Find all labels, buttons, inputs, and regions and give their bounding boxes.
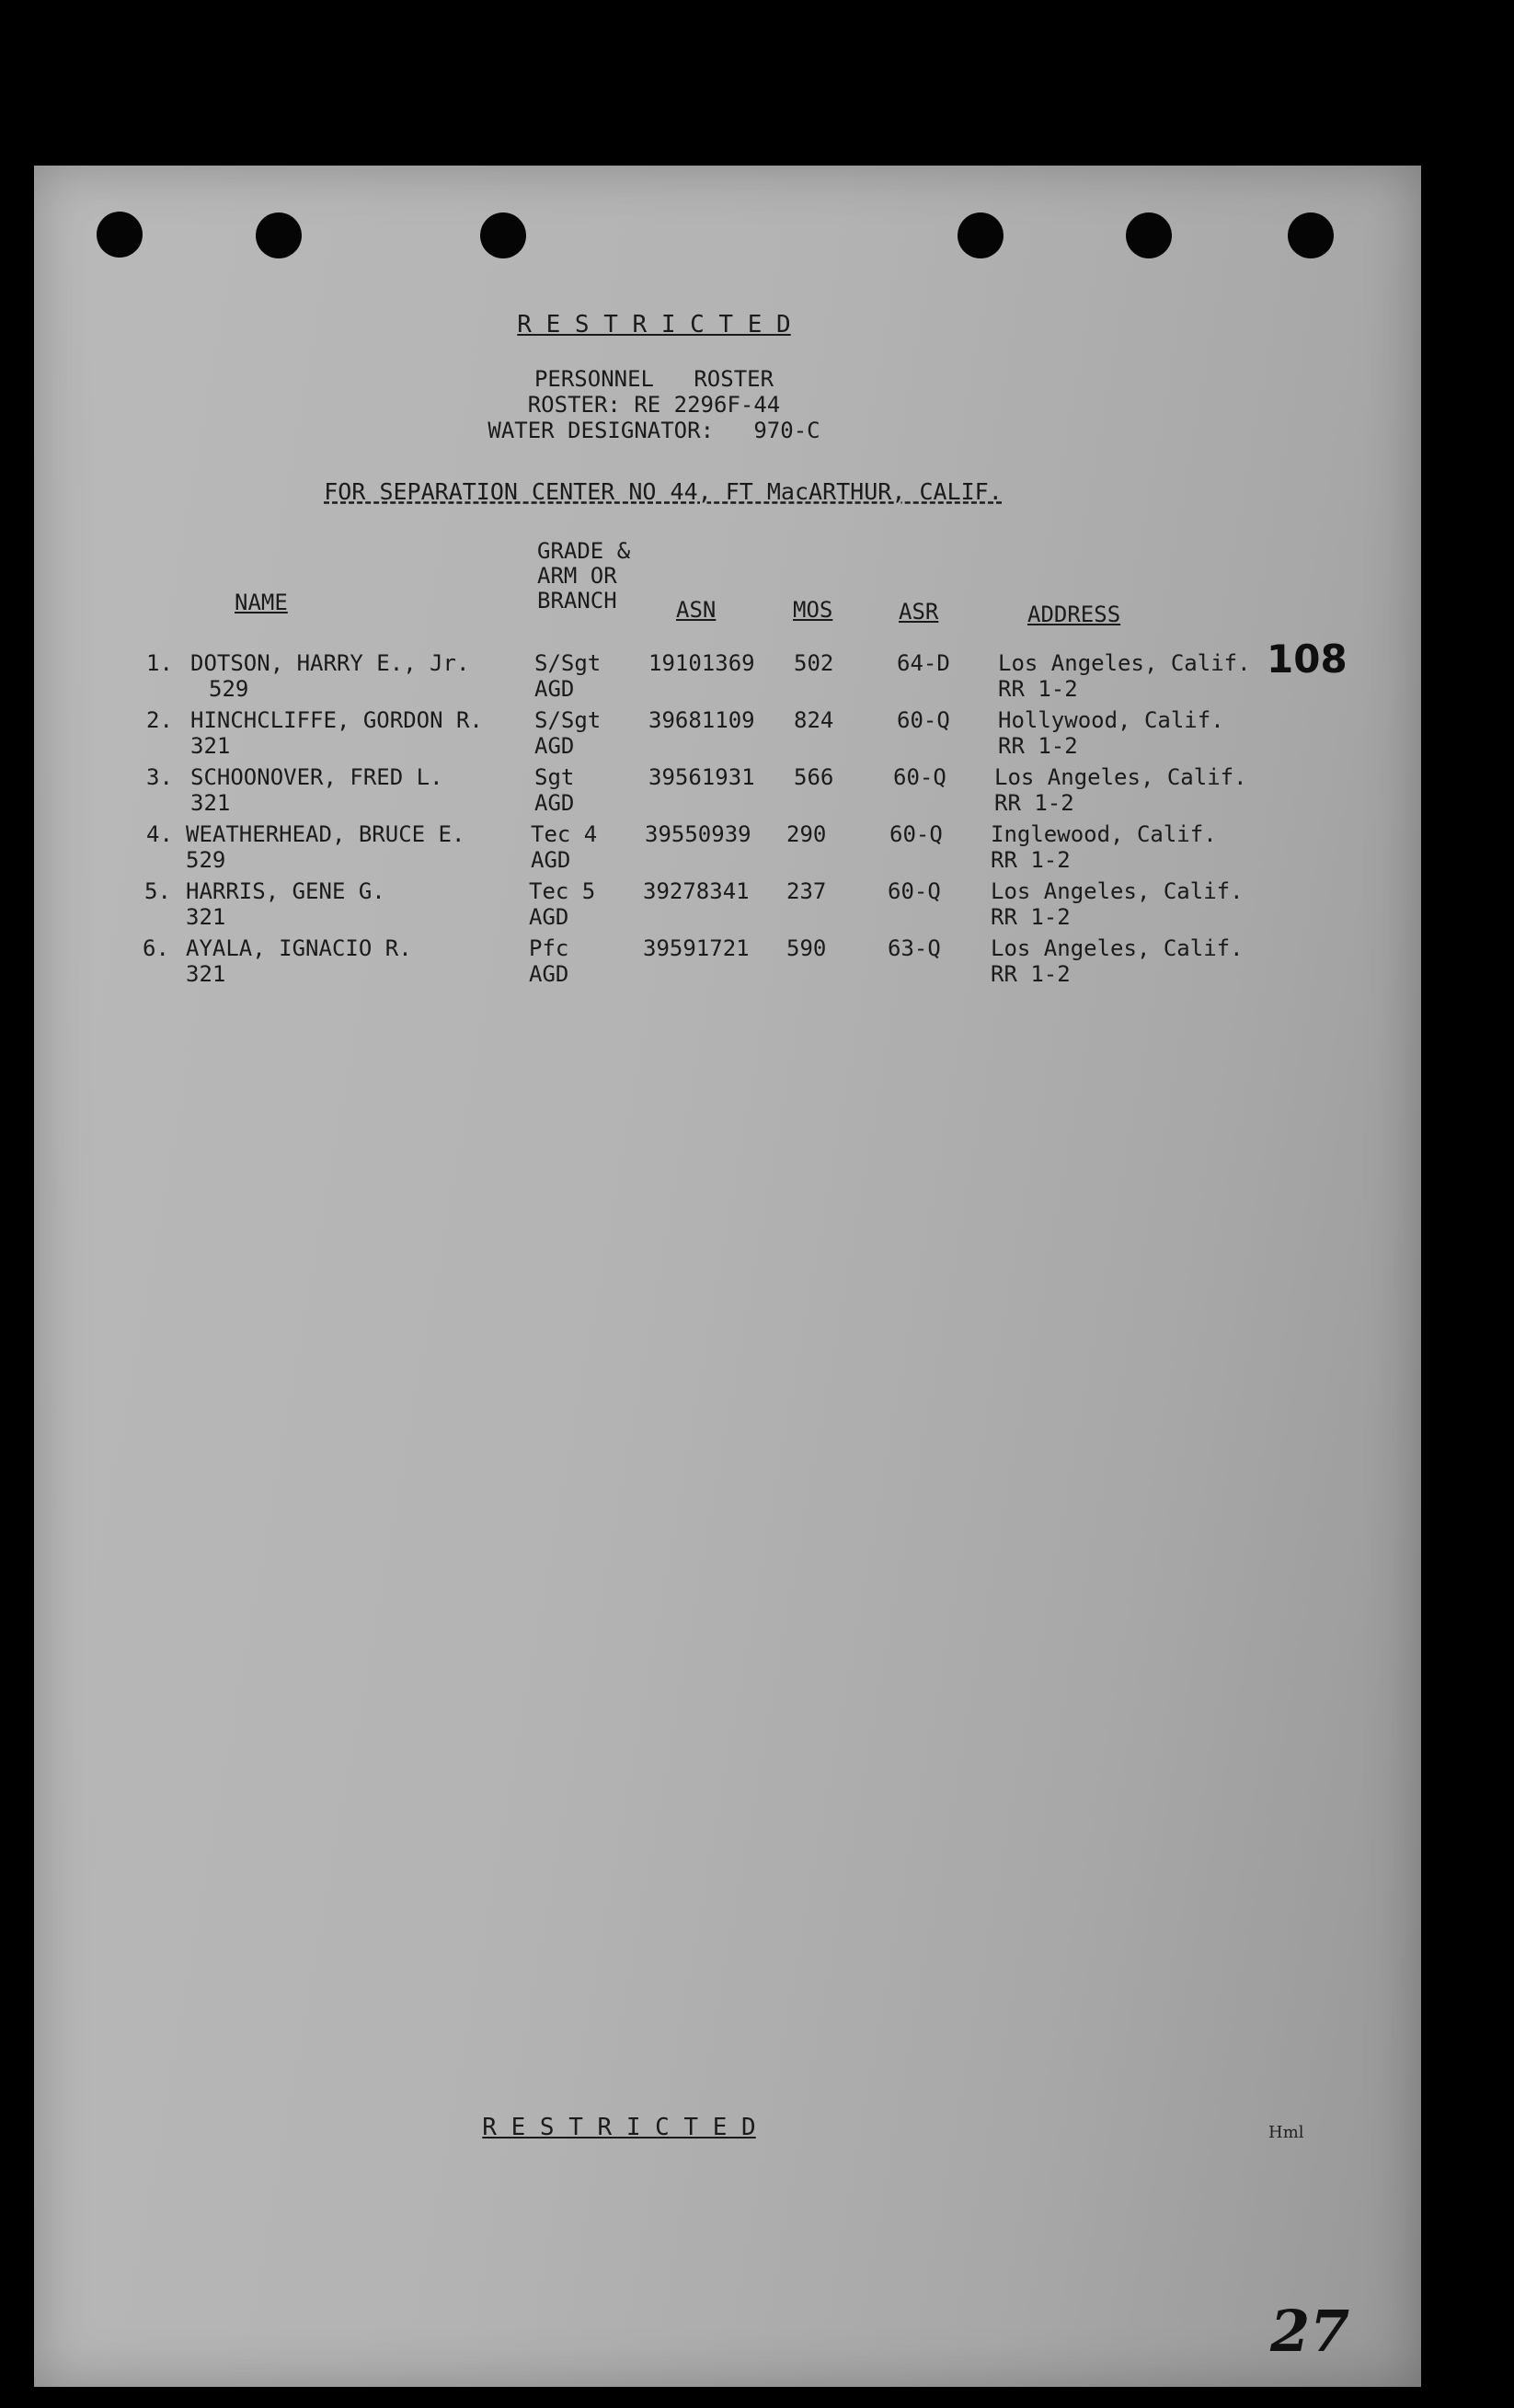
stamped-number: 108 [1267,636,1348,682]
punch-hole [480,212,526,258]
row-grade: Pfc [529,935,569,961]
row-asn: 19101369 [648,650,755,676]
row-asn: 39278341 [643,878,750,904]
row-address: Los Angeles, Calif. [991,878,1244,904]
row-asn: 39550939 [645,821,751,847]
row-code: 321 [190,790,231,816]
row-rr: RR 1-2 [991,904,1071,930]
row-asr: 60-Q [888,878,941,904]
row-rr: RR 1-2 [998,676,1078,702]
row-address: Los Angeles, Calif. [998,650,1251,676]
row-branch: AGD [531,847,571,873]
row-mos: 824 [794,707,834,733]
row-number: 4. [146,821,173,847]
classification-bottom: R E S T R I C T E D [482,2114,756,2141]
punch-hole [256,212,302,258]
column-header-asn: ASN [676,597,717,623]
row-mos: 590 [786,935,827,961]
row-number: 1. [146,650,173,676]
destination-line: FOR SEPARATION CENTER NO 44, FT MacARTHUR, CALIF. [324,478,1003,505]
classification-top: R E S T R I C T E D [517,311,791,338]
row-asr: 60-Q [893,764,946,790]
row-branch: AGD [534,676,575,702]
row-rr: RR 1-2 [994,790,1074,816]
row-rr: RR 1-2 [991,847,1071,873]
row-rr: RR 1-2 [991,961,1071,987]
row-mos: 566 [794,764,834,790]
row-branch: AGD [529,904,569,930]
punch-hole [1288,212,1334,258]
column-header-mos: MOS [793,597,833,623]
row-mos: 237 [786,878,827,904]
column-header-address: ADDRESS [1027,602,1121,627]
row-name: HINCHCLIFFE, GORDON R. [190,707,483,733]
row-code: 529 [209,676,249,702]
table-row [34,650,1421,707]
row-mos: 290 [786,821,827,847]
table-row [34,707,1421,764]
row-code: 321 [190,733,231,759]
row-branch: AGD [534,790,575,816]
roster-title: PERSONNEL ROSTER [533,366,774,392]
column-header-name: NAME [235,590,288,615]
table-row [34,935,1421,992]
row-asr: 63-Q [888,935,941,961]
row-grade: S/Sgt [534,707,602,733]
row-code: 321 [186,904,226,930]
column-header-asr: ASR [899,599,939,625]
row-name: WEATHERHEAD, BRUCE E. [186,821,465,847]
row-asn: 39561931 [648,764,755,790]
handwritten-page-number: 27 [1270,2298,1350,2365]
row-asr: 60-Q [889,821,943,847]
row-address: Hollywood, Calif. [998,707,1224,733]
row-address: Los Angeles, Calif. [994,764,1247,790]
row-grade: Tec 4 [531,821,598,847]
punch-hole [1126,212,1172,258]
punch-hole [97,212,143,258]
row-code: 321 [186,961,226,987]
row-name: AYALA, IGNACIO R. [186,935,412,961]
roster-number: ROSTER: RE 2296F-44 [527,392,781,418]
row-name: SCHOONOVER, FRED L. [190,764,443,790]
row-code: 529 [186,847,226,873]
document-page [34,166,1421,2387]
handwritten-initials: Hml [1268,2123,1304,2142]
row-number: 6. [143,935,169,961]
row-branch: AGD [534,733,575,759]
table-row [34,821,1421,878]
row-rr: RR 1-2 [998,733,1078,759]
row-mos: 502 [794,650,834,676]
row-asr: 64-D [897,650,950,676]
row-asn: 39681109 [648,707,755,733]
row-name: DOTSON, HARRY E., Jr. [190,650,470,676]
punch-hole [958,212,1004,258]
row-grade: Tec 5 [529,878,596,904]
table-row [34,764,1421,821]
row-address: Inglewood, Calif. [991,821,1217,847]
row-number: 3. [146,764,173,790]
row-grade: Sgt [534,764,575,790]
table-row [34,878,1421,935]
row-number: 2. [146,707,173,733]
row-asr: 60-Q [897,707,950,733]
row-branch: AGD [529,961,569,987]
column-header-grade: GRADE & ARM OR BRANCH [537,538,631,613]
row-asn: 39591721 [643,935,750,961]
row-name: HARRIS, GENE G. [186,878,385,904]
row-number: 5. [144,878,171,904]
row-grade: S/Sgt [534,650,602,676]
row-address: Los Angeles, Calif. [991,935,1244,961]
water-designator: WATER DESIGNATOR: 970-C [487,418,820,443]
